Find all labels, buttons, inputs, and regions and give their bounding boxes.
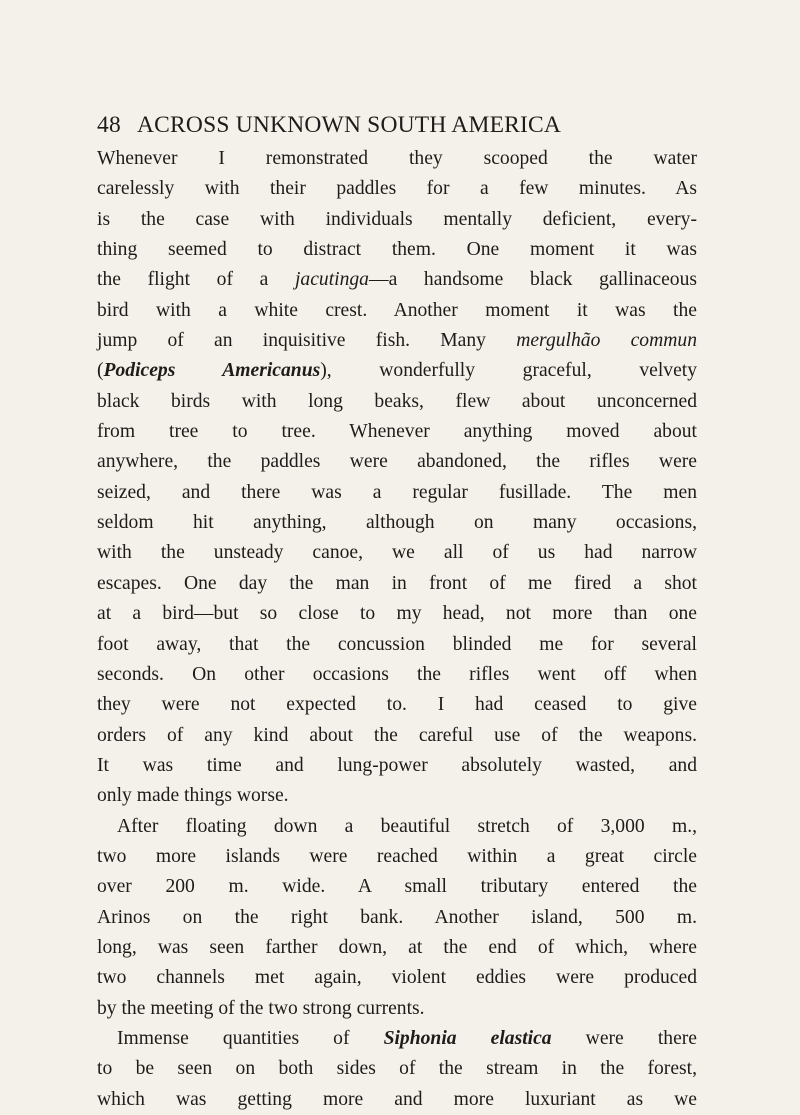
text-line (97, 751, 697, 781)
text-line (97, 721, 697, 751)
text-segment: escapes. One day the man in front of me fired a shot (97, 572, 697, 594)
text-segment: were there (551, 1027, 697, 1049)
text-line (97, 235, 697, 265)
text-line (97, 478, 697, 508)
text-segment: with the unsteady canoe, we all of us had narrow (97, 542, 697, 564)
text-segment: they were not expected to. I had ceased to give (97, 694, 697, 716)
text-line (97, 387, 697, 417)
text-segment: It was time and lung-power absolutely wasted, and (97, 754, 697, 776)
text-segment: only made things worse. (97, 785, 289, 807)
text-segment: two channels met again, violent eddies were produced (97, 967, 697, 989)
text-segment: black birds with long beaks, flew about unconcerned (97, 390, 697, 412)
text-line (97, 994, 697, 1024)
text-segment: at a bird—but so close to my head, not more than one (97, 603, 697, 625)
text-line (97, 781, 697, 811)
text-segment: ( (97, 360, 104, 382)
text-line (97, 296, 697, 326)
text-line (97, 326, 697, 356)
body-text (97, 144, 697, 1115)
text-segment: —a handsome black gallinaceous (368, 269, 698, 291)
text-segment: bird with a white crest. Another moment it was the (97, 299, 697, 321)
text-line (97, 812, 697, 842)
text-segment: foot away, that the concussion blinded me for several (97, 633, 697, 655)
running-title: ACROSS UNKNOWN SOUTH AMERICA (137, 112, 562, 138)
text-segment: Whenever I remonstrated they scooped the water (97, 148, 697, 169)
text-line (97, 569, 697, 599)
text-segment: is the case with individuals mentally deficient, every- (97, 208, 697, 230)
text-line (97, 690, 697, 720)
text-line (97, 417, 697, 447)
text-segment: seldom hit anything, although on many occasions, (97, 512, 697, 534)
text-segment: seized, and there was a regular fusillade. The men (97, 481, 697, 503)
emphasis-text: mergulhão commun (516, 330, 697, 352)
text-segment: orders of any kind about the careful use of the weapons. (97, 724, 697, 746)
text-line (97, 508, 697, 538)
text-line (97, 933, 697, 963)
text-segment: the flight of a (97, 269, 295, 291)
emphasis-text: Siphonia elastica (383, 1027, 552, 1049)
text-segment: thing seemed to distract them. One moment it was (97, 239, 697, 261)
text-line (97, 872, 697, 902)
text-line (97, 174, 697, 204)
text-line (97, 1085, 697, 1115)
text-segment: which was getting more and more luxuriant as we (97, 1088, 697, 1110)
text-segment: After floating down a beautiful stretch of 3,000 m., (117, 815, 697, 837)
text-line (97, 660, 697, 690)
text-line (97, 356, 697, 386)
text-segment: Arinos on the right bank. Another island, 500 m. (97, 906, 697, 928)
running-head (97, 112, 697, 146)
text-segment: carelessly with their paddles for a few minutes. As (97, 178, 697, 200)
text-line (97, 205, 697, 235)
text-segment: seconds. On other occasions the rifles went off when (97, 663, 697, 685)
text-line (97, 538, 697, 568)
text-line (97, 842, 697, 872)
text-line (97, 630, 697, 660)
text-segment: long, was seen farther down, at the end of which, where (97, 936, 697, 958)
emphasis-text: jacutinga (294, 269, 369, 291)
page-number: 48 (97, 112, 121, 138)
text-segment: by the meeting of the two strong currents. (97, 997, 425, 1019)
text-line (97, 963, 697, 993)
text-segment: from tree to tree. Whenever anything moved about (97, 421, 697, 443)
text-line (97, 903, 697, 933)
text-segment: over 200 m. wide. A small tributary entered the (97, 876, 697, 898)
text-line (97, 599, 697, 629)
text-segment: Immense quantities of (117, 1027, 384, 1049)
text-line (97, 1054, 697, 1084)
text-line (97, 265, 697, 295)
text-line (97, 1024, 697, 1054)
text-line (97, 144, 697, 174)
text-line (97, 447, 697, 477)
text-segment: ), wonderfully graceful, velvety (320, 360, 698, 382)
emphasis-text: Podiceps Americanus (103, 360, 321, 382)
text-segment: two more islands were reached within a great circle (97, 845, 697, 867)
text-segment: to be seen on both sides of the stream in the forest, (97, 1058, 697, 1080)
text-segment: jump of an inquisitive fish. Many (97, 330, 517, 352)
text-segment: anywhere, the paddles were abandoned, the rifles were (97, 451, 697, 473)
